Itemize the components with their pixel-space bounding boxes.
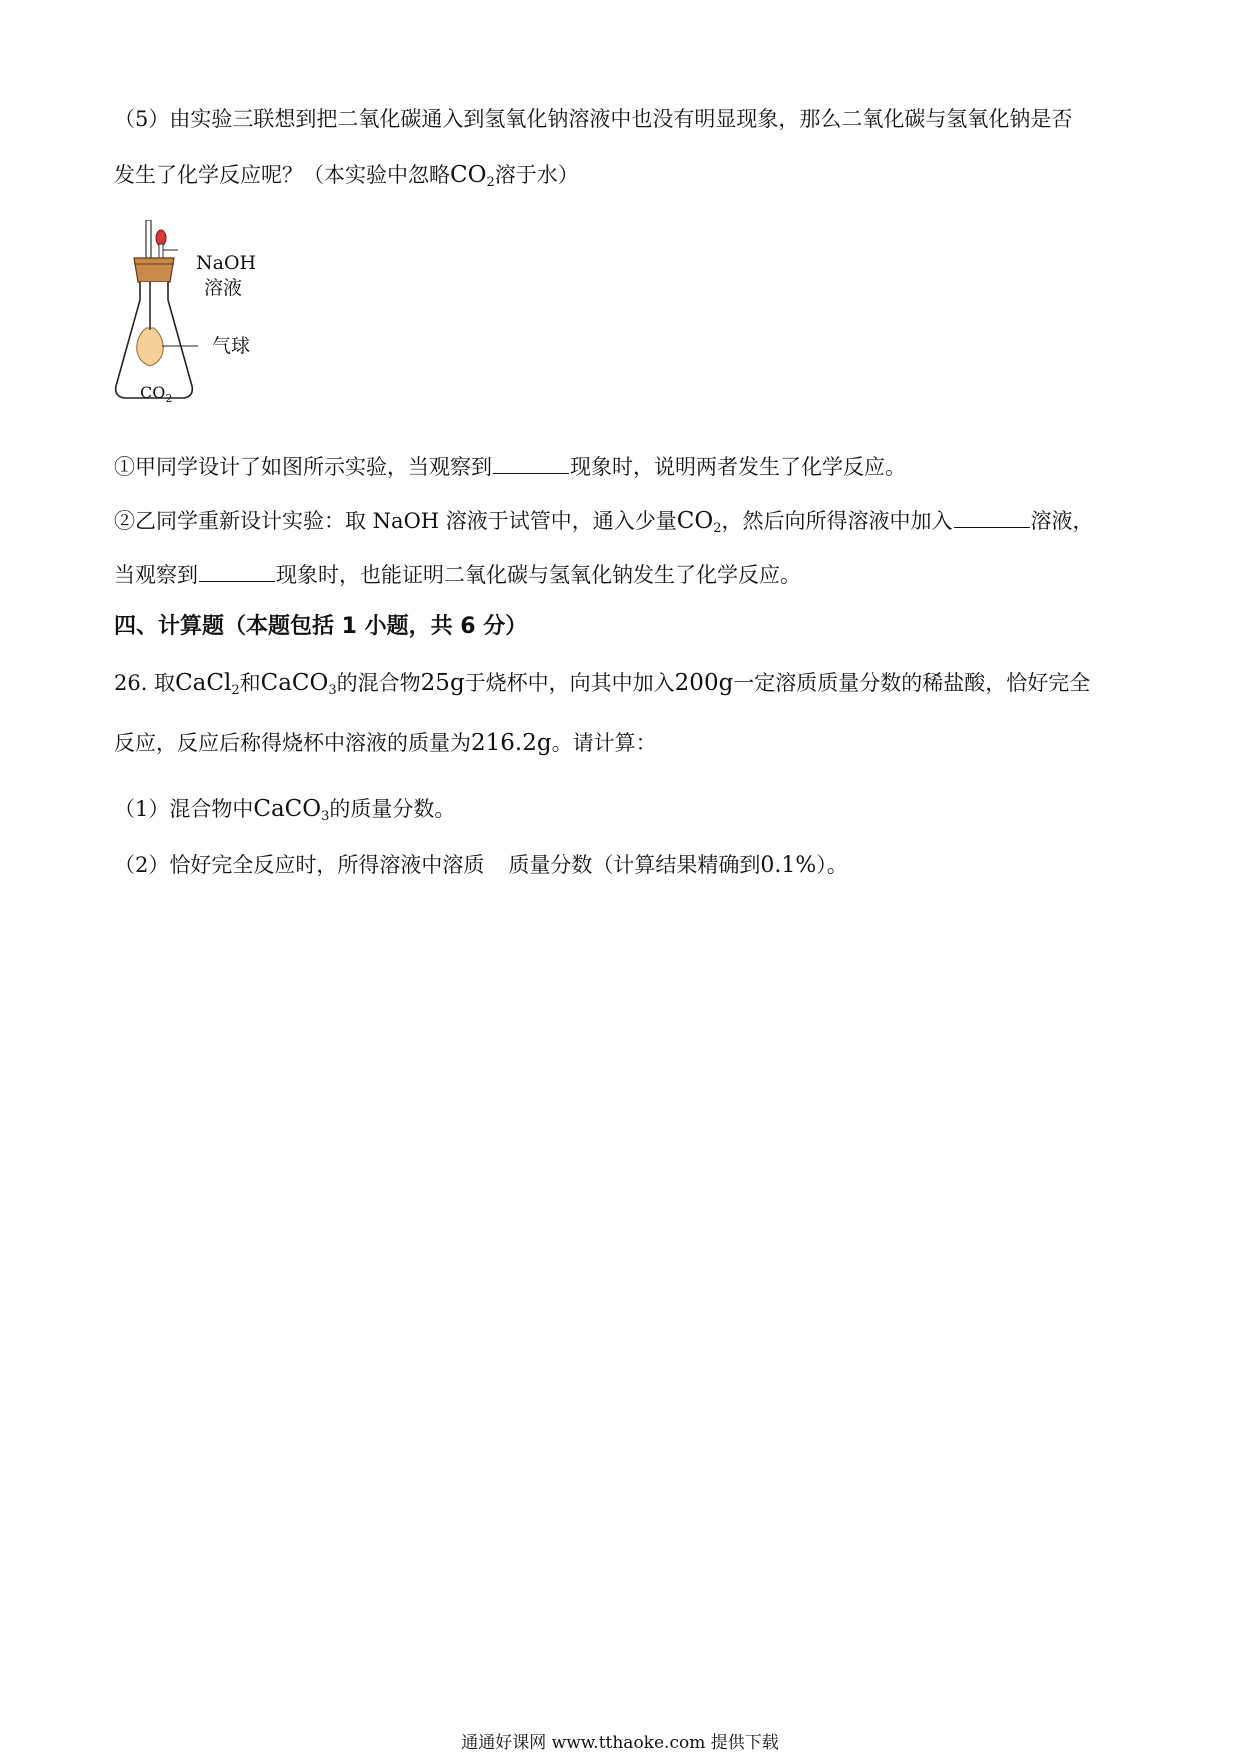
erlenmeyer-flask-diagram xyxy=(112,220,272,420)
q26-text: 于烧杯中，向其中加入 xyxy=(464,671,675,695)
formula-subscript: 2 xyxy=(231,683,240,698)
q26-text: 。请计算： xyxy=(551,731,657,755)
item2-text: ②乙同学重新设计实验：取 NaOH 溶液于试管中，通入少量 xyxy=(114,509,677,533)
q26-text: 和 xyxy=(239,671,261,695)
co2-formula: CO xyxy=(450,162,487,188)
q26-sub1-text: （1）混合物中 xyxy=(114,797,254,821)
section-heading: 四、计算题（本题包括 1 小题，共 6 分） xyxy=(114,614,528,639)
label-solution: 溶液 xyxy=(204,277,243,299)
precision-value: 0.1% xyxy=(760,853,817,878)
page-footer: 通通好课网 www.tthaoke.com 提供下载 xyxy=(461,1733,779,1753)
apparatus-figure xyxy=(112,220,272,420)
formula-subscript: 3 xyxy=(321,809,330,824)
q26-text: 26. 取 xyxy=(114,671,176,695)
q26-text: 反应，反应后称得烧杯中溶液的质量为 xyxy=(114,731,471,755)
co2-formula: CO xyxy=(676,508,714,534)
q26-sub1 xyxy=(114,794,455,824)
item2-text: 溶液， xyxy=(1030,509,1094,533)
formula-subscript: 2 xyxy=(713,521,722,536)
label-co2 xyxy=(140,382,172,404)
q5-intro-text: 发生了化学反应呢？（本实验中忽略 xyxy=(114,163,450,187)
label-co2-text: CO xyxy=(140,383,166,402)
formula-subscript: 2 xyxy=(165,392,173,405)
q5-item1 xyxy=(114,452,906,482)
balloon xyxy=(137,328,164,366)
item1-text: ①甲同学设计了如图所示实验，当观察到 xyxy=(114,455,492,479)
label-naoh: NaOH xyxy=(196,252,257,274)
item1-text: 现象时，说明两者发生了化学反应。 xyxy=(570,455,906,479)
label-balloon: 气球 xyxy=(212,335,251,357)
solution-mass-value: 216.2g xyxy=(471,730,552,756)
q26-sub2-text: 质量分数（计算结果精确到 xyxy=(508,853,761,877)
answer-blank[interactable] xyxy=(954,507,1030,528)
rubber-stopper xyxy=(134,258,174,282)
q26-text: 一定溶质质量分数的稀盐酸，恰好完全 xyxy=(733,671,1091,695)
q26-sub2-text: ）。 xyxy=(816,853,848,877)
q5-intro-text: 溶于水） xyxy=(494,163,579,187)
formula-subscript: 2 xyxy=(486,175,495,190)
q5-item2-cont xyxy=(114,560,801,590)
caco3-formula: CaCO xyxy=(260,670,329,696)
q26-sub2 xyxy=(114,850,848,881)
q5-intro-line1 xyxy=(114,104,1072,134)
caco3-formula: CaCO xyxy=(253,796,322,822)
formula-subscript: 3 xyxy=(328,683,337,698)
q26-line2 xyxy=(114,728,657,758)
answer-blank[interactable] xyxy=(199,561,275,582)
q26-line1 xyxy=(114,668,1090,698)
q5-item2 xyxy=(114,506,1094,536)
answer-blank[interactable] xyxy=(493,453,569,474)
q5-intro-line2 xyxy=(114,160,579,190)
mass-value: 25g xyxy=(420,670,465,696)
item2-text: 现象时，也能证明二氧化碳与氢氧化钠发生了化学反应。 xyxy=(276,563,801,587)
item2-text: 当观察到 xyxy=(114,563,198,587)
cacl2-formula: CaCl xyxy=(175,670,232,696)
q26-sub2-text: （2）恰好完全反应时，所得溶液中溶质 xyxy=(114,853,485,877)
item2-text: ，然后向所得溶液中加入 xyxy=(721,509,953,533)
q5-intro-text: （5）由实验三联想到把二氧化碳通入到氢氧化钠溶液中也没有明显现象，那么二氧化碳与氢氧化钠是否 xyxy=(114,107,1073,131)
q26-sub1-text: 的质量分数。 xyxy=(329,797,456,821)
q26-text: 的混合物 xyxy=(336,671,421,695)
acid-mass-value: 200g xyxy=(674,670,734,696)
